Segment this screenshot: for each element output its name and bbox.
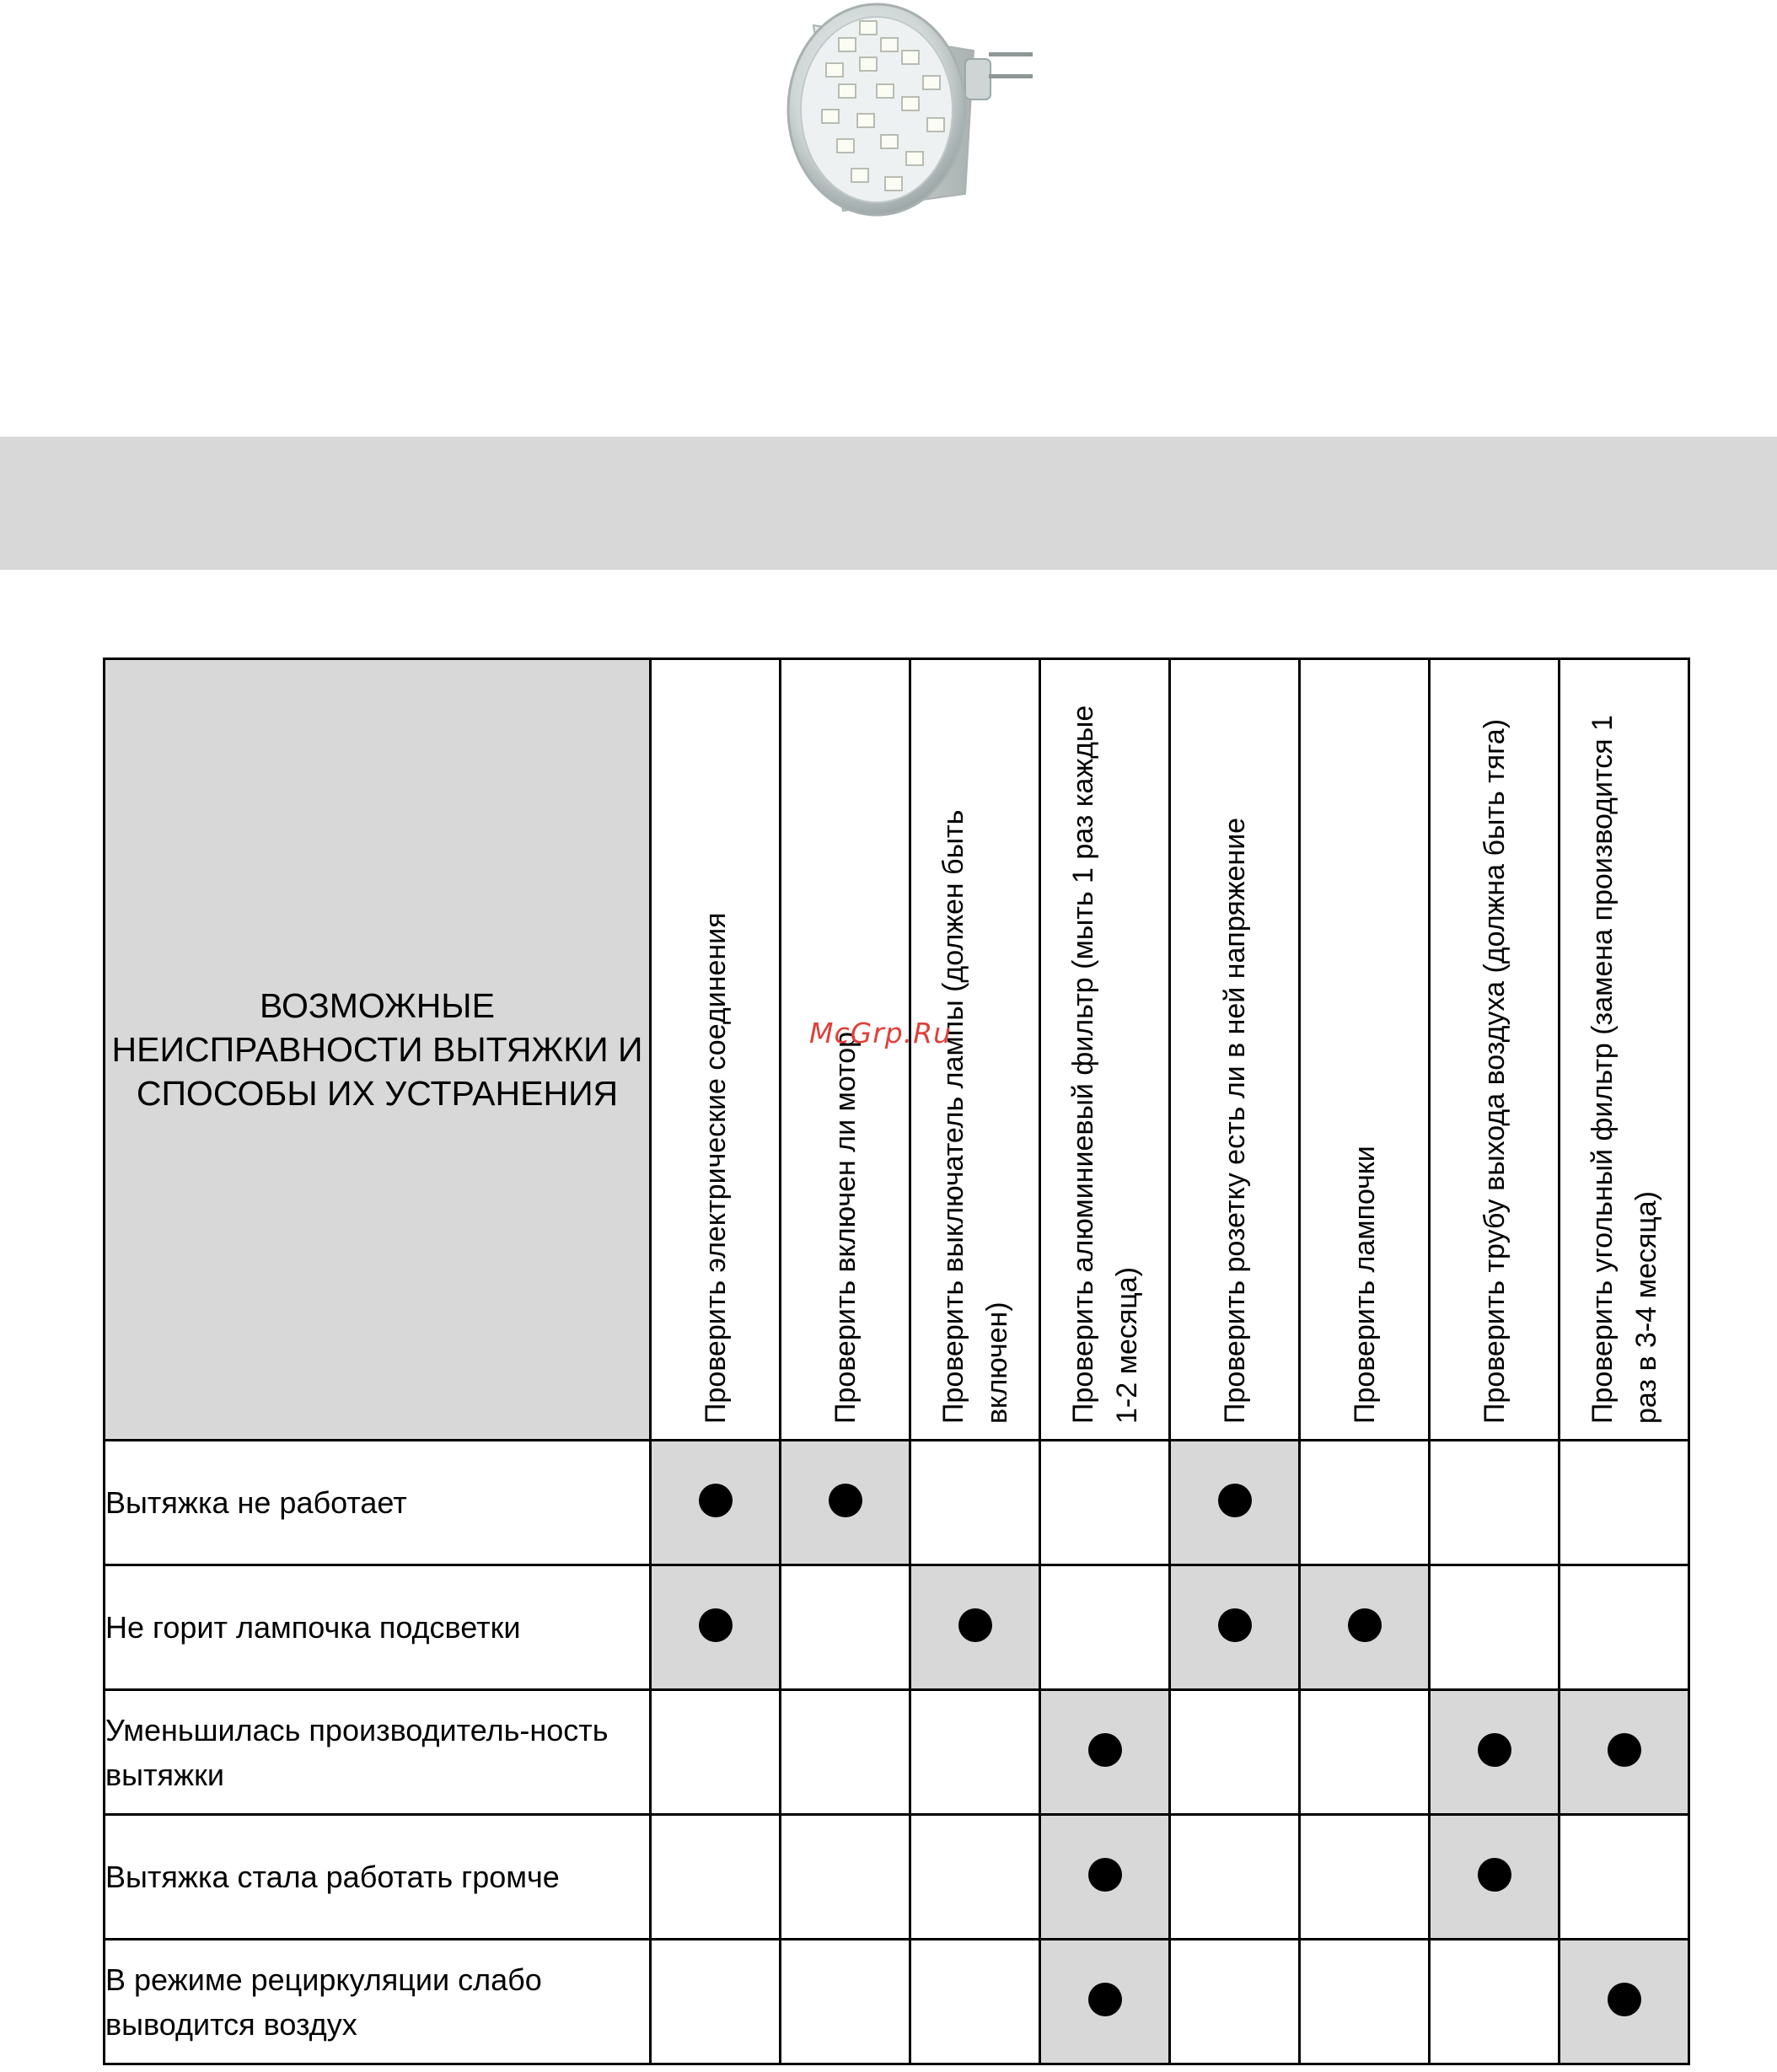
led-bulb-image [763,0,1041,228]
column-header: Проверить включен ли мотор [781,659,910,1441]
column-header: Проверить угольный фильтр (замена производится 1 раз в 3-4 месяца) [1560,659,1689,1441]
table-row [105,1690,1689,1815]
check-cell [1170,1940,1300,2064]
table-title: ВОЗМОЖНЫЕ НЕИСПРАВНОСТИ ВЫТЯЖКИ И СПОСОБЫ ИХ УСТРАНЕНИЯ [105,659,651,1441]
check-cell [781,1940,910,2064]
check-cell [910,1940,1040,2064]
check-cell-marked [1560,1940,1689,2064]
check-cell [1300,1441,1430,1565]
problem-label: Уменьшилась производитель-ность вытяжки [105,1690,651,1815]
troubleshooting-table [103,658,1690,2065]
bullet-dot-icon [1218,1484,1252,1517]
problem-label: Не горит лампочка подсветки [105,1565,651,1690]
check-cell [910,1690,1040,1815]
check-cell [781,1565,910,1690]
bullet-dot-icon [829,1484,862,1517]
check-cell-marked [910,1565,1040,1690]
bullet-dot-icon [958,1608,992,1642]
problem-label: В режиме рециркуляции слабо выводится воздух [105,1940,651,2064]
check-cell [1040,1441,1170,1565]
check-cell-marked [1040,1690,1170,1815]
table-row [105,1940,1689,2064]
bullet-dot-icon [1218,1608,1252,1642]
check-cell [1300,1815,1430,1940]
check-cell-marked [1300,1565,1430,1690]
column-header: Проверить трубу выхода воздуха (должна быть тяга) [1430,659,1560,1441]
watermark: McGrp.Ru [809,1017,953,1049]
check-cell [1430,1940,1560,2064]
check-cell-marked [651,1441,781,1565]
bullet-dot-icon [1478,1858,1511,1892]
bullet-dot-icon [1478,1733,1511,1767]
check-cell [1170,1815,1300,1940]
bullet-dot-icon [1348,1608,1382,1642]
bullet-dot-icon [699,1484,733,1517]
check-cell [1560,1565,1689,1690]
problem-label: Вытяжка не работает [105,1441,651,1565]
bullet-dot-icon [1608,1983,1641,2016]
bullet-dot-icon [1088,1858,1122,1892]
table-row [105,1565,1689,1690]
check-cell-marked [1430,1815,1560,1940]
column-header: Проверить лампочки [1300,659,1430,1441]
check-cell [1170,1690,1300,1815]
check-cell [1560,1441,1689,1565]
check-cell [651,1690,781,1815]
section-header-band [0,437,1777,570]
check-cell-marked [651,1565,781,1690]
check-cell [1040,1565,1170,1690]
check-cell [781,1815,910,1940]
check-cell [781,1690,910,1815]
column-header: Проверить выключатель лампы (должен быть включен) [910,659,1040,1441]
column-header: Проверить розетку есть ли в ней напряжение [1170,659,1300,1441]
bullet-dot-icon [1608,1733,1641,1767]
check-cell-marked [1430,1690,1560,1815]
table-row [105,1815,1689,1940]
check-cell-marked [1040,1940,1170,2064]
bullet-dot-icon [1088,1983,1122,2016]
check-cell-marked [781,1441,910,1565]
check-cell [1430,1565,1560,1690]
bullet-dot-icon [699,1608,733,1642]
check-cell-marked [1170,1565,1300,1690]
check-cell [651,1815,781,1940]
check-cell [1300,1690,1430,1815]
check-cell [1300,1940,1430,2064]
problem-label: Вытяжка стала работать громче [105,1815,651,1940]
check-cell [1430,1441,1560,1565]
bullet-dot-icon [1088,1733,1122,1767]
check-cell-marked [1040,1815,1170,1940]
check-cell [910,1815,1040,1940]
column-header: Проверить электрические соединения [651,659,781,1441]
check-cell-marked [1560,1690,1689,1815]
column-header: Проверить алюминиевый фильтр (мыть 1 раз каждые 1-2 месяца) [1040,659,1170,1441]
check-cell [1560,1815,1689,1940]
check-cell [910,1441,1040,1565]
check-cell [651,1940,781,2064]
table-row [105,1441,1689,1565]
check-cell-marked [1170,1441,1300,1565]
